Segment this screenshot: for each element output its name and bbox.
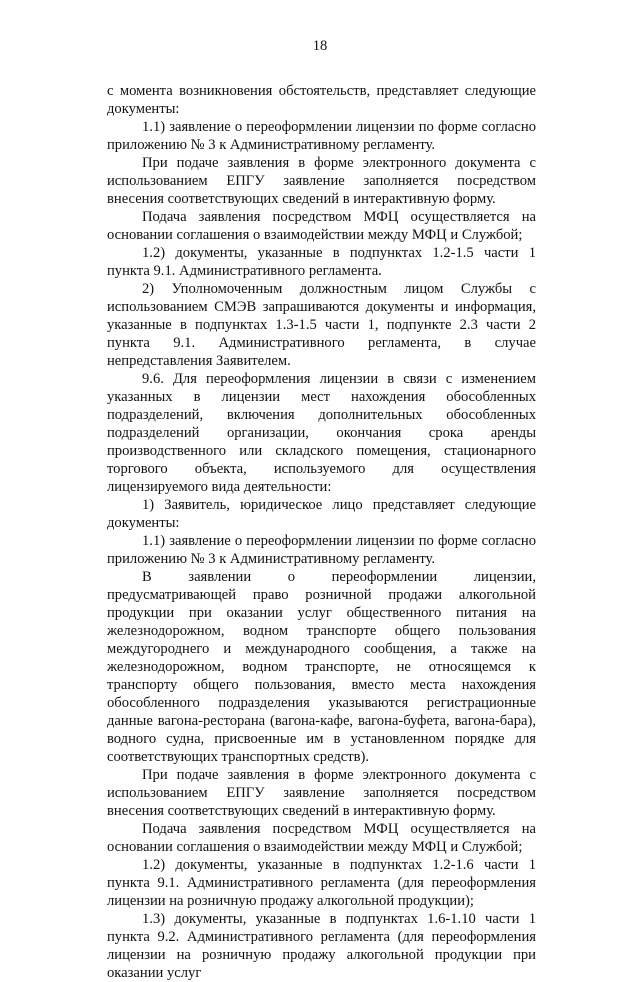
paragraph: 2) Уполномоченным должностным лицом Службы с использованием СМЭВ запрашиваются документы и информация, указанные в подпунктах 1.3-1.5 части 1, подпункте 2.3 части 2 пункта 9.1. Административного регламента, в случае непредставления Заявителем.: [107, 281, 536, 369]
page-number: 18: [312, 38, 328, 54]
paragraph: 1.2) документы, указанные в подпунктах 1.2-1.6 части 1 пункта 9.1. Административного регламента (для переоформления лицензии на розничную продажу алкогольной продукции);: [107, 857, 536, 909]
paragraph: При подаче заявления в форме электронного документа с использованием ЕПГУ заявление заполняется посредством внесения соответствующих сведений в интерактивную форму.: [107, 155, 536, 207]
paragraph: При подаче заявления в форме электронного документа с использованием ЕПГУ заявление заполняется посредством внесения соответствующих сведений в интерактивную форму.: [107, 767, 536, 819]
paragraph: 1) Заявитель, юридическое лицо представляет следующие документы:: [107, 497, 536, 531]
paragraph: 1.1) заявление о переоформлении лицензии по форме согласно приложению № 3 к Административному регламенту.: [107, 533, 536, 567]
document-body: [107, 82, 536, 982]
paragraph: 1.3) документы, указанные в подпунктах 1.6-1.10 части 1 пункта 9.2. Административного регламента (для переоформления лицензии на розничную продажу алкогольной продукции при оказании услуг: [107, 911, 536, 981]
paragraph: Подача заявления посредством МФЦ осуществляется на основании соглашения о взаимодействии между МФЦ и Службой;: [107, 821, 536, 855]
paragraph: Подача заявления посредством МФЦ осуществляется на основании соглашения о взаимодействии между МФЦ и Службой;: [107, 209, 536, 243]
paragraph: 9.6. Для переоформления лицензии в связи с изменением указанных в лицензии мест нахождения обособленных подразделений, включения дополнительных обособленных подразделений организации, окончания срока аренды производственного или складского помещения, стационарного торгового объекта, используемого для осуществления лицензируемого вида деятельности:: [107, 371, 536, 495]
paragraph: 1.1) заявление о переоформлении лицензии по форме согласно приложению № 3 к Административному регламенту.: [107, 119, 536, 153]
paragraph: 1.2) документы, указанные в подпунктах 1.2-1.5 части 1 пункта 9.1. Административного регламента.: [107, 245, 536, 279]
paragraph: В заявлении о переоформлении лицензии, предусматривающей право розничной продажи алкогольной продукции при оказании услуг общественного питания на железнодорожном, водном транспорте общего пользования междугороднего и международного сообщения, а также на железнодорожном, водном транспорте, не относящемся к транспорту общего пользования, вместо места нахождения обособленного подразделения указываются регистрационные данные вагона-ресторана (вагона-кафе, вагона-буфета, вагона-бара), водного судна, присвоенные им в установленном порядке для соответствующих транспортных средств).: [107, 569, 536, 765]
paragraph: с момента возникновения обстоятельств, представляет следующие документы:: [107, 83, 536, 117]
